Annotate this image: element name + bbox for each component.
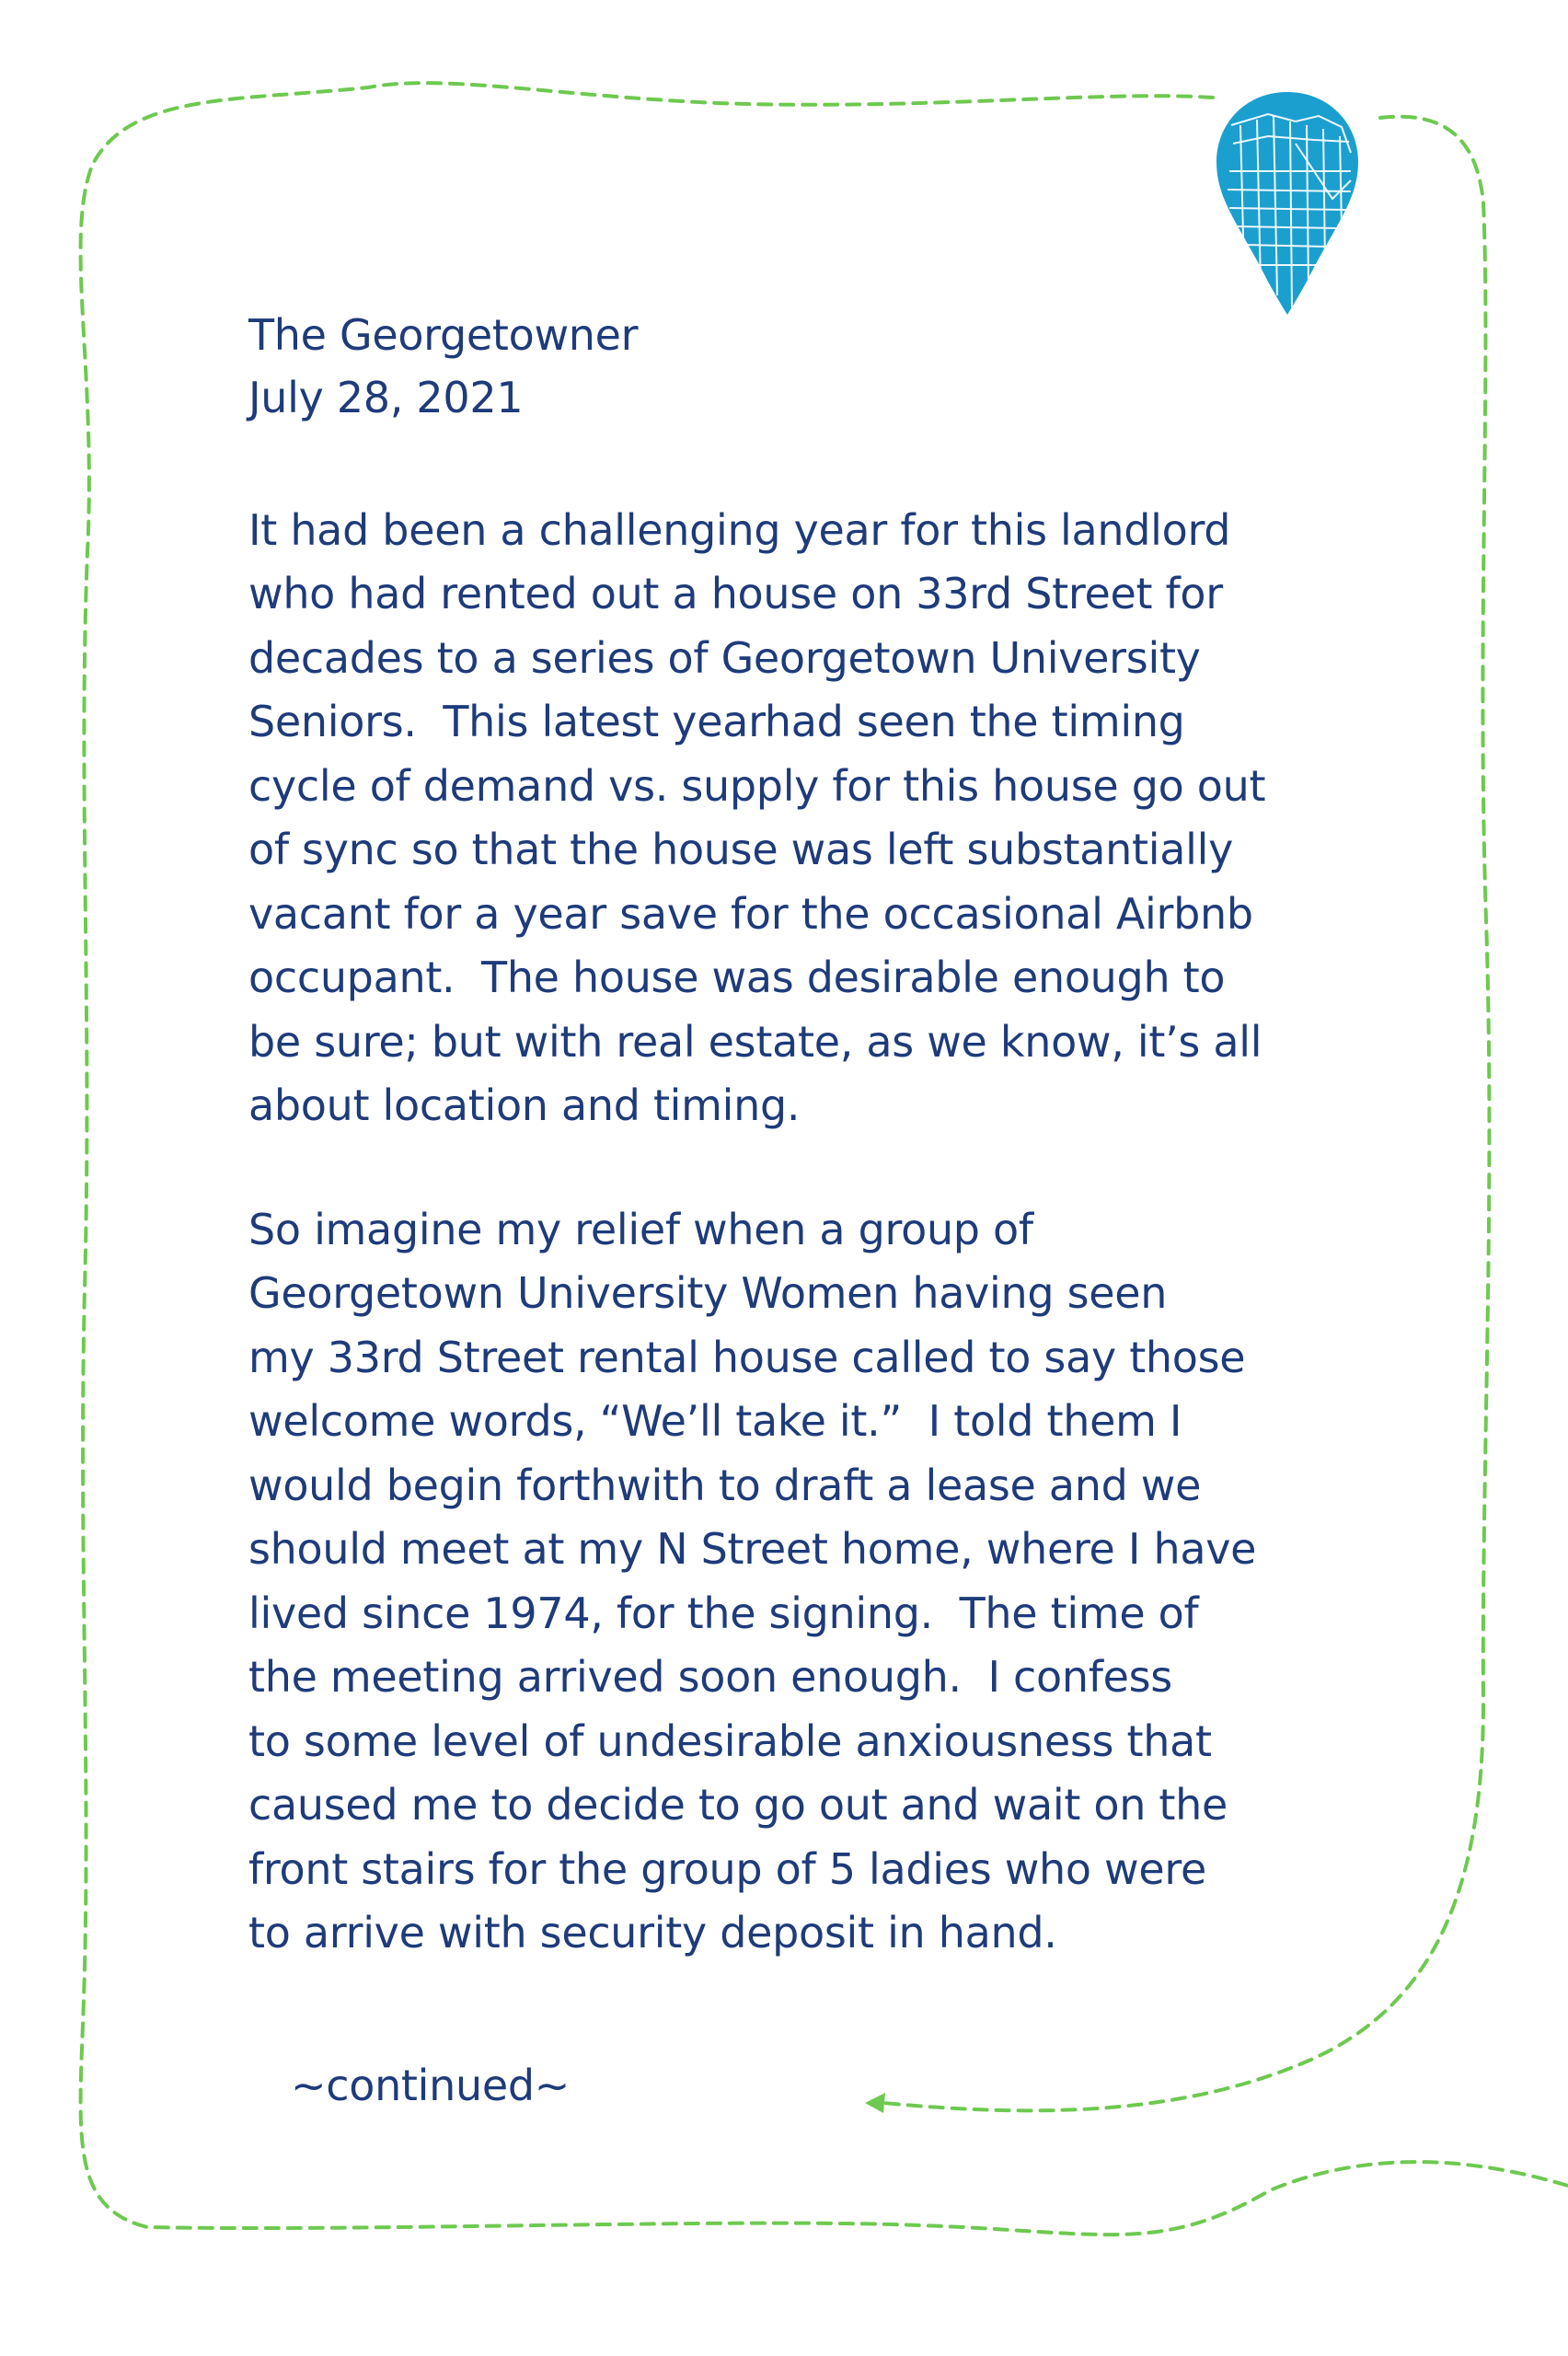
publication-title: The Georgetowner (248, 310, 639, 360)
paragraph-2-line: front stairs for the group of 5 ladies who were (248, 1844, 1206, 1894)
paragraph-2-line: Georgetown University Women having seen (248, 1268, 1168, 1318)
paragraph-1-line: Seniors. This latest yearhad seen the timing (248, 697, 1185, 746)
paragraph-2-line: would begin forthwith to draft a lease and we (248, 1461, 1202, 1510)
paragraph-1-line: decades to a series of Georgetown University (248, 633, 1201, 683)
continued-arrowhead (865, 2093, 885, 2113)
paragraph-2-line: my 33rd Street rental house called to say those (248, 1333, 1246, 1382)
paragraph-1-line: who had rented out a house on 33rd Street for (248, 569, 1223, 618)
paragraph-2-line: to some level of undesirable anxiousness that (248, 1716, 1212, 1766)
paragraph-1-line: It had been a challenging year for this landlord (248, 505, 1231, 555)
paragraph-2-line: So imagine my relief when a group of (248, 1205, 1033, 1254)
paragraph-2-line: should meet at my N Street home, where I have (248, 1524, 1257, 1574)
paragraph-2-line: caused me to decide to go out and wait on the (248, 1780, 1228, 1830)
map-pin-icon (1213, 88, 1362, 318)
paragraph-1-line: cycle of demand vs. supply for this house go out (248, 761, 1266, 811)
paragraph-1-line: of sync so that the house was left substantially (248, 825, 1234, 874)
paragraph-2-line: lived since 1974, for the signing. The time of (248, 1588, 1199, 1638)
paragraph-1-line: occupant. The house was desirable enough to (248, 953, 1226, 1002)
paragraph-1-line: about location and timing. (248, 1080, 801, 1130)
publication-date: July 28, 2021 (248, 373, 524, 422)
continued-label: ~continued~ (291, 2061, 570, 2110)
paragraph-2-line: welcome words, “We’ll take it.” I told them I (248, 1396, 1182, 1446)
paragraph-1-line: vacant for a year save for the occasional Airbnb (248, 889, 1253, 939)
paragraph-2-line: to arrive with security deposit in hand. (248, 1908, 1057, 1958)
paragraph-2-line: the meeting arrived soon enough. I confess (248, 1652, 1172, 1702)
paragraph-1-line: be sure; but with real estate, as we know, it’s all (248, 1017, 1262, 1067)
